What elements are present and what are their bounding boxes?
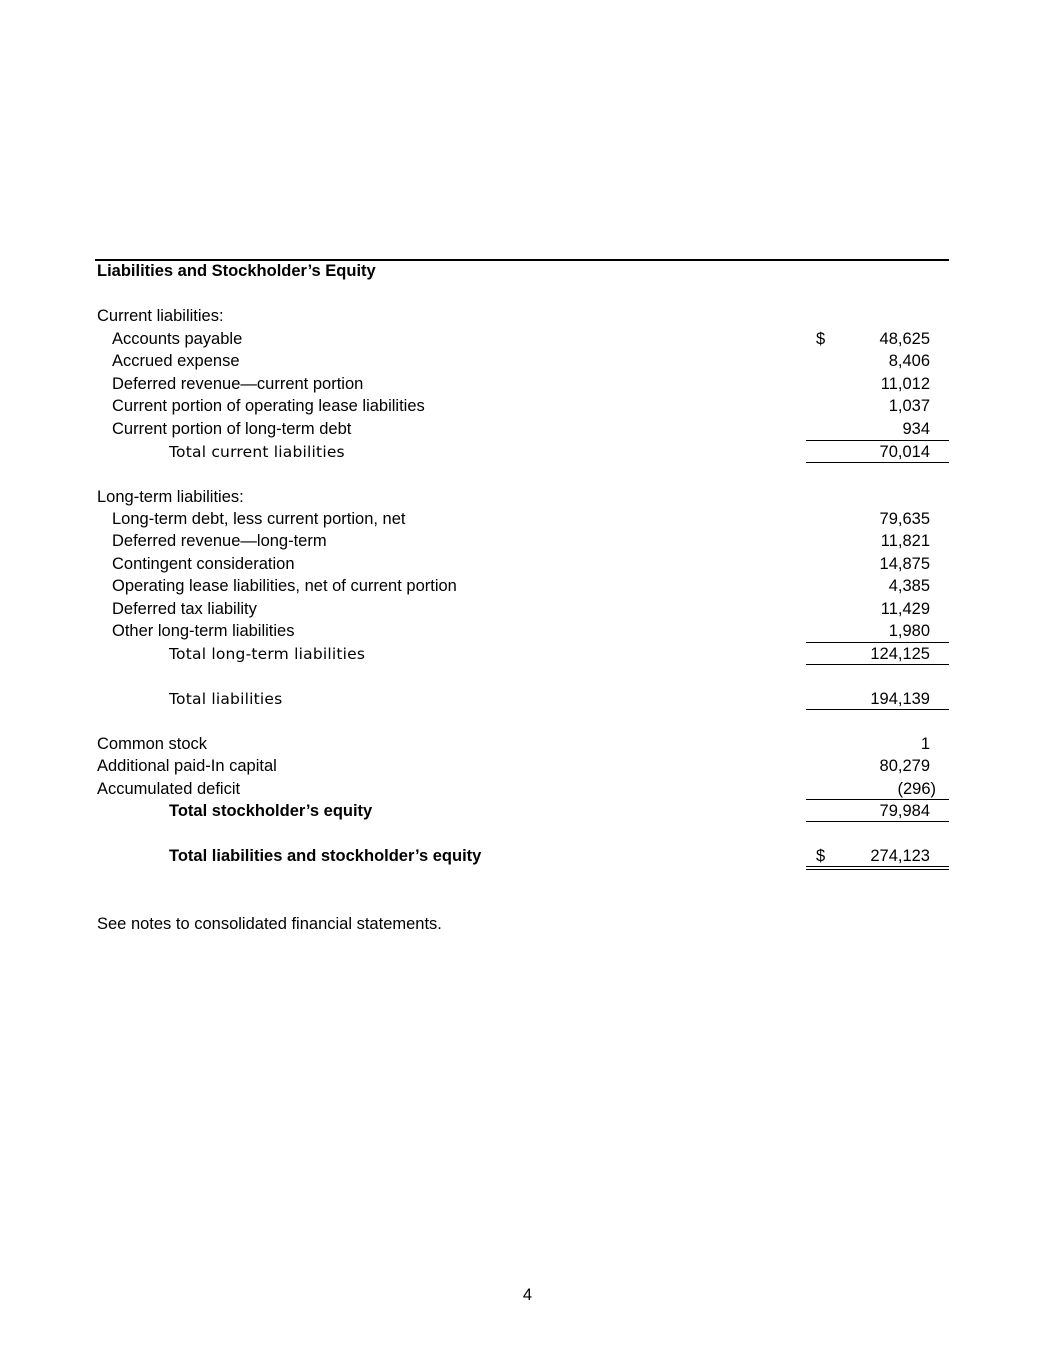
grand-total-double-rule <box>806 866 949 870</box>
long-term-liabilities-heading: Long-term liabilities: <box>97 488 244 506</box>
footnote: See notes to consolidated financial statements. <box>97 915 442 933</box>
total-rule <box>806 664 949 665</box>
row-label: Deferred revenue—long-term <box>112 532 327 550</box>
total-long-term-liabilities-row <box>0 643 1055 665</box>
total-stockholders-equity-row <box>0 800 1055 822</box>
table-row <box>0 530 1055 552</box>
row-label: Additional paid-In capital <box>97 757 277 775</box>
currency-symbol: $ <box>816 330 826 348</box>
page-number: 4 <box>522 1286 533 1304</box>
row-value: (296) <box>897 780 936 798</box>
row-label: Current portion of operating lease liabilities <box>112 397 425 415</box>
row-value: 4,385 <box>888 577 930 595</box>
total-rule <box>806 709 949 710</box>
row-label: Accumulated deficit <box>97 780 241 798</box>
total-value: 70,014 <box>879 443 930 461</box>
row-value: 80,279 <box>879 757 930 775</box>
row-value: 11,821 <box>880 532 930 550</box>
row-value: 1 <box>920 735 930 753</box>
grand-total-value: 274,123 <box>870 847 930 865</box>
grand-total-row <box>0 845 1055 867</box>
row-label: Common stock <box>97 735 208 753</box>
total-label: Total liabilities <box>169 690 283 708</box>
row-label: Accounts payable <box>112 330 243 348</box>
row-label: Deferred tax liability <box>112 600 257 618</box>
table-row <box>0 778 1055 800</box>
grand-total-label: Total liabilities and stockholder’s equity <box>169 847 482 865</box>
table-row <box>0 328 1055 350</box>
table-row <box>0 350 1055 372</box>
total-value: 194,139 <box>870 690 930 708</box>
row-value: 79,635 <box>879 510 930 528</box>
row-value: 11,012 <box>880 375 930 393</box>
total-label: Total current liabilities <box>169 443 345 461</box>
row-value: 8,406 <box>888 352 930 370</box>
section-title-row <box>0 260 1055 282</box>
long-term-liabilities-heading-row <box>0 486 1055 508</box>
row-label: Deferred revenue—current portion <box>112 375 364 393</box>
row-label: Accrued expense <box>112 352 240 370</box>
total-rule <box>806 821 949 822</box>
total-liabilities-row <box>0 688 1055 710</box>
currency-symbol: $ <box>816 847 826 865</box>
table-row <box>0 733 1055 755</box>
section-title: Liabilities and Stockholder’s Equity <box>97 262 376 280</box>
table-row <box>0 418 1055 440</box>
row-label: Other long-term liabilities <box>112 622 295 640</box>
total-value: 79,984 <box>879 802 930 820</box>
total-label: Total stockholder’s equity <box>169 802 373 820</box>
row-value: 934 <box>902 420 930 438</box>
current-liabilities-heading-row <box>0 305 1055 327</box>
row-label: Current portion of long-term debt <box>112 420 352 438</box>
total-current-liabilities-row <box>0 441 1055 463</box>
current-liabilities-heading: Current liabilities: <box>97 307 224 325</box>
row-label: Contingent consideration <box>112 555 295 573</box>
table-row <box>0 373 1055 395</box>
table-row <box>0 575 1055 597</box>
row-label: Long-term debt, less current portion, net <box>112 510 406 528</box>
table-row <box>0 395 1055 417</box>
table-row <box>0 508 1055 530</box>
row-label: Operating lease liabilities, net of current portion <box>112 577 457 595</box>
total-label: Total long-term liabilities <box>169 645 366 663</box>
total-rule <box>806 462 949 463</box>
row-value: 1,980 <box>888 622 930 640</box>
total-value: 124,125 <box>870 645 930 663</box>
row-value: 11,429 <box>880 600 930 618</box>
table-row <box>0 755 1055 777</box>
table-row <box>0 598 1055 620</box>
row-value: 14,875 <box>879 555 930 573</box>
row-value: 1,037 <box>888 397 930 415</box>
row-value: 48,625 <box>879 330 930 348</box>
table-row <box>0 553 1055 575</box>
table-row <box>0 620 1055 642</box>
